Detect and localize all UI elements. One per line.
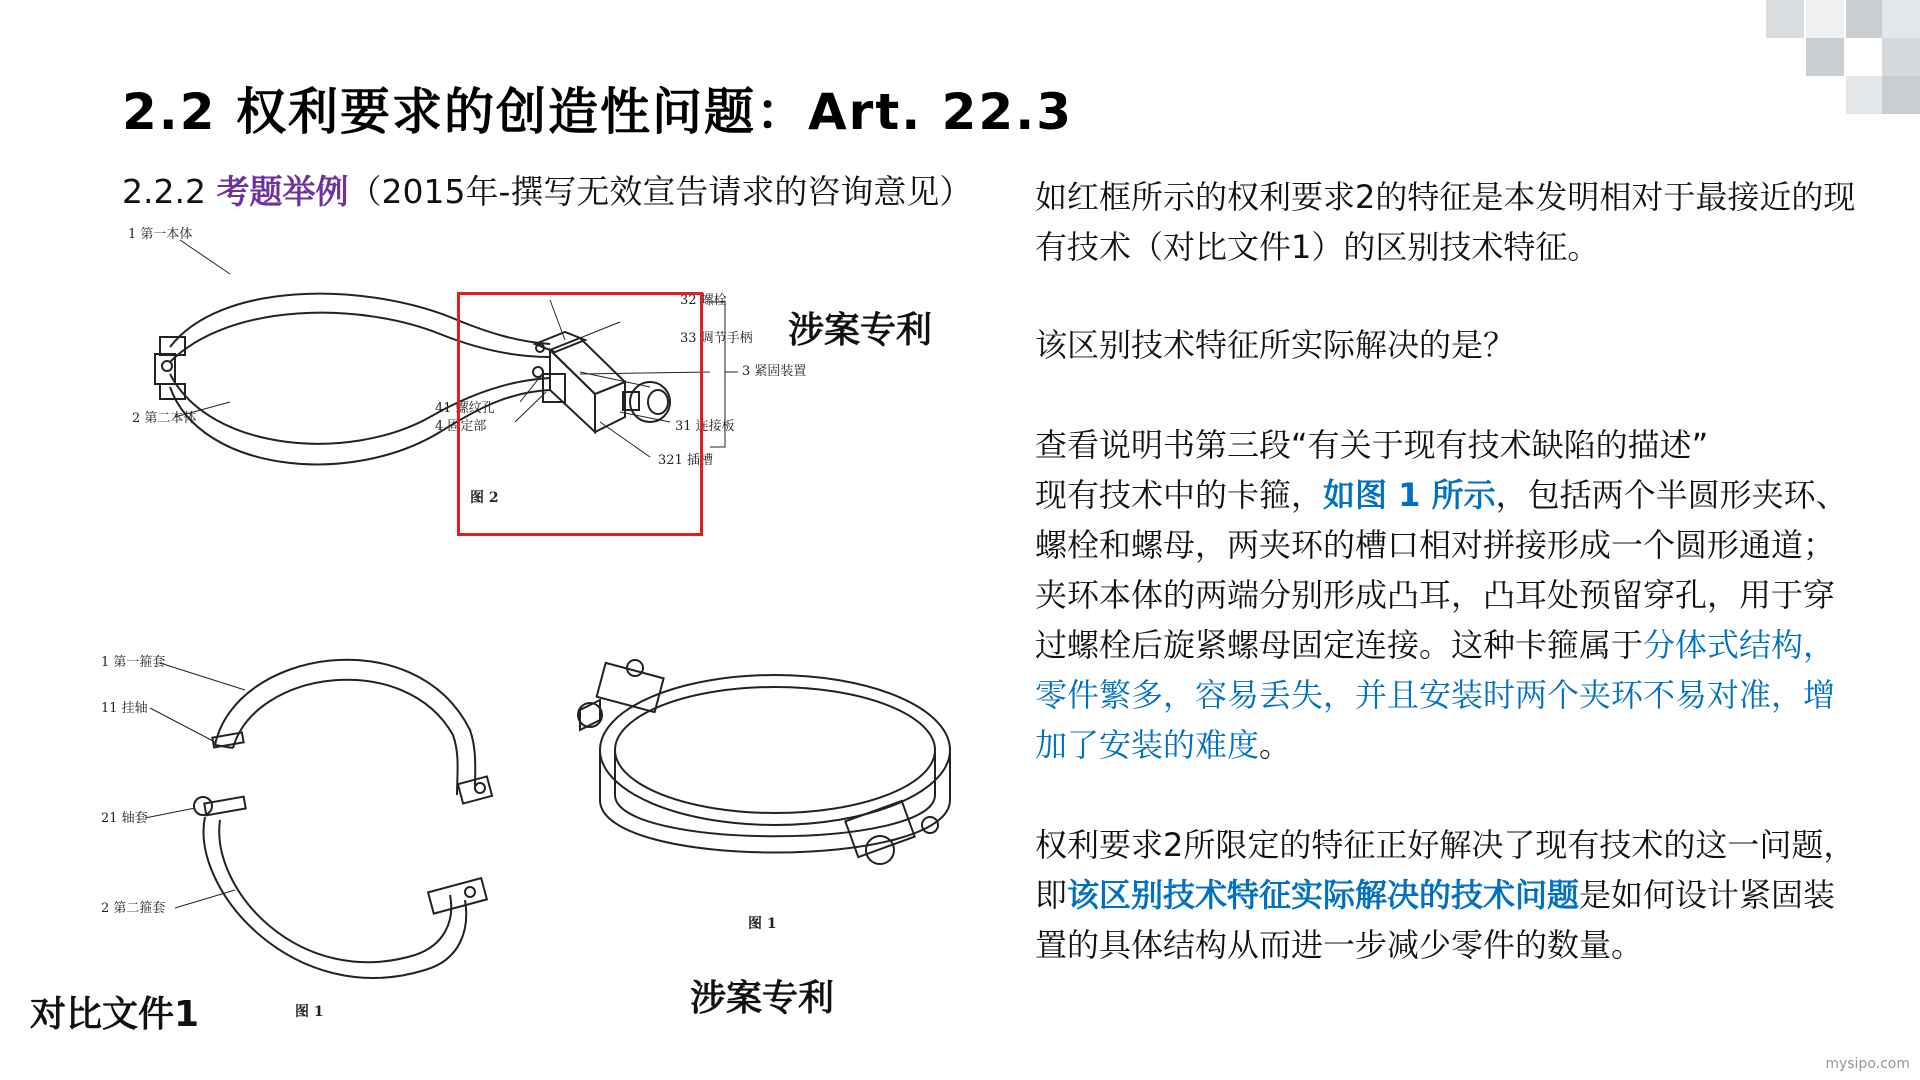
prior-art-defect: 分体式结构，零件繁多，容易丢失，并且安装时两个夹环不易对准，增加了安装的难度 — [1035, 626, 1836, 764]
figure-reference: 如图 1 所示 — [1323, 476, 1496, 514]
fig2-label-4: 4 固定部 — [435, 419, 487, 434]
paragraph-question: 该区别技术特征所实际解决的是？ — [1035, 326, 1516, 364]
slide-subtitle — [122, 166, 972, 213]
ref-label-1: 1 第一箍套 — [101, 655, 166, 670]
case-patent-label-top: 涉案专利 — [788, 310, 933, 351]
technical-problem-highlight: 该区别技术特征实际解决的技术问题 — [1067, 876, 1580, 914]
highlight-box — [457, 292, 703, 536]
case-patent-label-bottom: 涉案专利 — [690, 978, 835, 1019]
fig2-label-3: 3 紧固装置 — [742, 364, 807, 379]
ref-fig1-caption: 图 1 — [295, 1004, 324, 1020]
watermark: mysipo.com — [1825, 1056, 1910, 1072]
fig2-label-321: 321 插槽 — [658, 453, 713, 468]
fig2-label-33: 33 调节手柄 — [680, 331, 753, 346]
paragraph-difference-feature: 如红框所示的权利要求2的特征是本发明相对于最接近的现有技术（对比文件1）的区别技术特征。 — [1035, 178, 1856, 266]
slide-title: 2.2 权利要求的创造性问题：Art. 22.3 — [122, 83, 1074, 141]
subtitle-highlight: 考题举例 — [216, 172, 349, 211]
fig2-label-2: 2 第二本体 — [132, 411, 197, 426]
prior-art-heading: 查看说明书第三段“有关于现有技术缺陷的描述” — [1035, 426, 1709, 464]
ref-label-21: 21 轴套 — [101, 811, 148, 826]
case-fig1-caption: 图 1 — [748, 916, 777, 932]
figure-1-case-patent — [560, 640, 980, 940]
fig2-label-31: 31 连接板 — [675, 419, 735, 434]
figure-1-reference-doc — [95, 630, 525, 1030]
fig2-caption: 图 2 — [470, 490, 499, 506]
fig2-label-1: 1 第一本体 — [128, 227, 193, 242]
subtitle-note: （2015年-撰写无效宣告请求的咨询意见） — [348, 172, 973, 211]
subtitle-number: 2.2.2 — [122, 172, 217, 211]
paragraph-prior-art — [1035, 420, 1865, 770]
ref-label-11: 11 挂轴 — [101, 701, 148, 716]
fig2-label-32: 32 螺栓 — [680, 293, 727, 308]
reference-doc-label: 对比文件1 — [30, 994, 200, 1035]
fig2-label-41: 41 螺纹孔 — [435, 401, 495, 416]
paragraph-conclusion: 权利要求2所限定的特征正好解决了现有技术的这一问题，即该区别技术特征实际解决的技术问题是如何设计紧固装置的具体结构从而进一步减少零件的数量。 — [1035, 826, 1856, 964]
prior-art-body: 现有技术中的卡箍，如图 1 所示，包括两个半圆形夹环、螺栓和螺母，两夹环的槽口相对拼接形成一个圆形通道；夹环本体的两端分别形成凸耳，凸耳处预留穿孔，用于穿过螺栓后旋紧螺母固定连接。这种卡箍属于分体式结构，零件繁多，容易丢失，并且安装时两个夹环不易对准，增加了安装的难度。 — [1035, 476, 1848, 764]
ref-label-2: 2 第二箍套 — [101, 901, 166, 916]
